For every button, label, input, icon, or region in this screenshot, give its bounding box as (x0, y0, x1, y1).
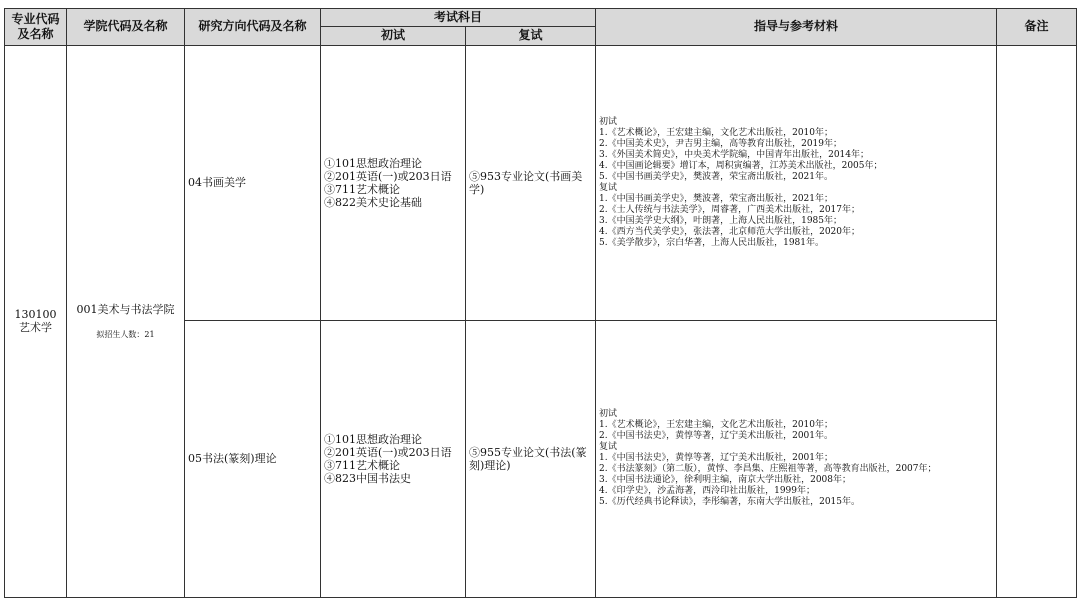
reference-line: 1.《艺术概论》，王宏建主编，文化艺术出版社，2010年； (599, 127, 834, 138)
header-exam-subjects: 考试科目 (321, 9, 596, 27)
reference-line: 4.《印学史》，沙孟海著，西泠印社出版社，1999年； (599, 486, 816, 497)
subject-item: ③711艺术概论 (324, 458, 400, 472)
reference-line: 初试 (599, 116, 618, 127)
college-name: 001美术与书法学院 (76, 302, 175, 316)
subject-item: ③711艺术概论 (324, 182, 400, 196)
header-retest: 复试 (466, 27, 596, 45)
subject-item: ④823中国书法史 (324, 471, 411, 485)
reference-line: 4.《西方当代美学史》，张法著，北京师范大学出版社，2020年； (599, 226, 861, 237)
reference-line: 2.《书法篆刻》（第二版），黄惇、李昌集、庄熙祖等著，高等教育出版社，2007年； (599, 464, 937, 475)
remarks-cell (997, 45, 1077, 597)
subject-item: ①101思想政治理论 (324, 432, 422, 446)
header-major: 专业代码 及名称 (5, 9, 67, 46)
reference-line: 2.《中国美术史》，尹吉男主编，高等教育出版社，2019年； (599, 138, 843, 149)
reference-line: 1.《艺术概论》，王宏建主编，文化艺术出版社，2010年； (599, 420, 834, 431)
direction-cell: 04书画美学 (185, 45, 321, 320)
reference-line: 5.《美学散步》，宗白华著，上海人民出版社，1981年。 (599, 237, 825, 248)
subject-item: ④822美术史论基础 (324, 195, 422, 209)
initial-subjects-cell (321, 320, 466, 597)
reference-line: 4.《中国画论辑要》增订本，周积寅编著，江苏美术出版社，2005年； (599, 160, 883, 171)
reference-line: 2.《中国书法史》，黄惇等著，辽宁美术出版社，2001年。 (599, 431, 834, 442)
retest-subject-cell: ⑤953专业论文(书画美学) (466, 45, 596, 320)
header-direction: 研究方向代码及名称 (185, 9, 321, 46)
reference-line: 3.《外国美术简史》，中央美术学院编，中国青年出版社，2014年； (599, 149, 870, 160)
subject-item: ②201英语(一)或203日语 (324, 169, 452, 183)
reference-line: 2.《士人传统与书法美学》，周睿著，广西美术出版社，2017年； (599, 204, 861, 215)
major-name: 艺术学 (19, 321, 52, 335)
reference-line: 1.《中国书法史》，黄惇等著，辽宁美术出版社，2001年； (599, 453, 834, 464)
reference-line: 3.《中国书法通论》，徐利明主编，南京大学出版社，2008年； (599, 475, 852, 486)
header-guidance: 指导与参考材料 (596, 9, 997, 46)
reference-line: 5.《历代经典书论释读》，李彤编著，东南大学出版社，2015年。 (599, 497, 861, 508)
references-cell (596, 320, 997, 597)
subject-item: ②201英语(一)或203日语 (324, 445, 452, 459)
subject-item: ①101思想政治理论 (324, 156, 422, 170)
admissions-table (4, 8, 1077, 598)
reference-line: 初试 (599, 409, 618, 420)
references-cell (596, 45, 997, 320)
major-code: 130100 (14, 308, 57, 322)
initial-subjects-cell (321, 45, 466, 320)
header-initial: 初试 (321, 27, 466, 45)
direction-cell: 05书法(篆刻)理论 (185, 320, 321, 597)
college-cell (67, 45, 185, 597)
header-college: 学院代码及名称 (67, 9, 185, 46)
retest-subject-cell: ⑤955专业论文(书法(篆刻)理论) (466, 320, 596, 597)
reference-line: 复试 (599, 182, 618, 193)
reference-line: 5.《中国书画美学史》，樊波著，荣宝斋出版社，2021年。 (599, 171, 834, 182)
enrollment-count: 拟招生人数：21 (96, 329, 155, 339)
major-cell (5, 45, 67, 597)
reference-line: 3.《中国美学史大纲》，叶朗著，上海人民出版社，1985年； (599, 215, 843, 226)
header-remarks: 备注 (997, 9, 1077, 46)
reference-line: 复试 (599, 442, 618, 453)
reference-line: 1.《中国书画美学史》，樊波著，荣宝斋出版社，2021年； (599, 193, 834, 204)
